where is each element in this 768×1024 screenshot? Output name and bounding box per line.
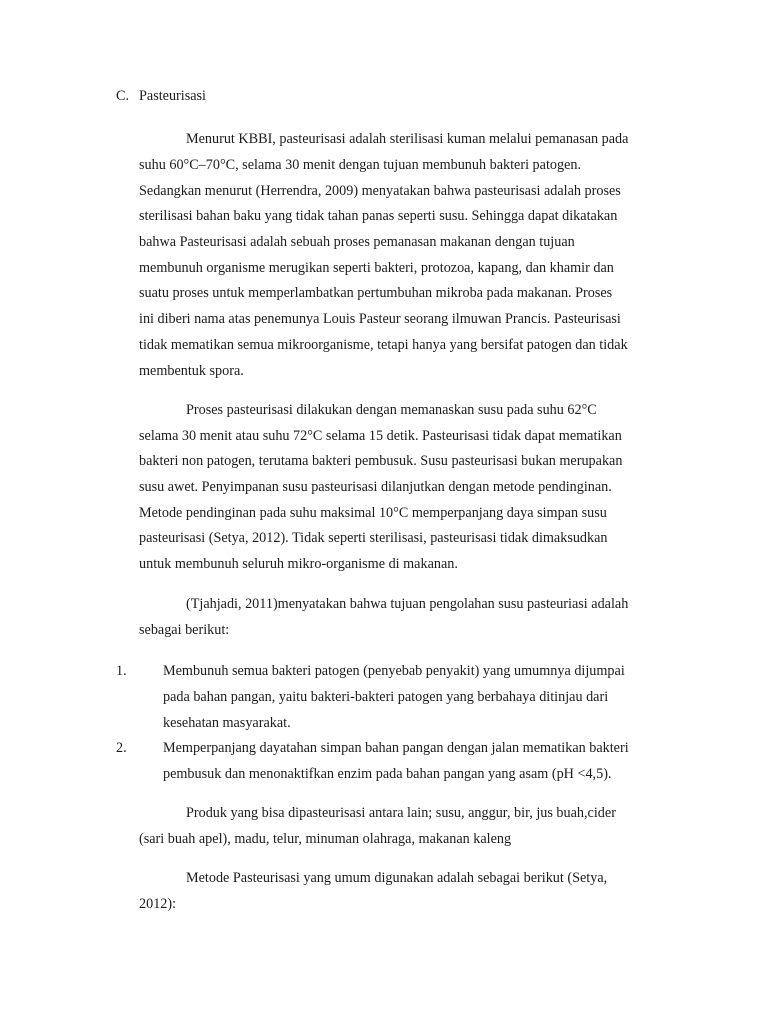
- paragraph-line: (Tjahjadi, 2011)menyatakan bahwa tujuan pengolahan susu pasteuriasi adalah: [186, 596, 629, 612]
- list-item-line: kesehatan masyarakat.: [163, 715, 291, 731]
- paragraph-line: pasteurisasi (Setya, 2012). Tidak seperti sterilisasi, pasteurisasi tidak dimaksudkan: [139, 530, 608, 546]
- paragraph-line: suhu 60°C–70°C, selama 30 menit dengan tujuan membunuh bakteri patogen.: [139, 157, 582, 173]
- paragraph-line: sterilisasi bahan baku yang tidak tahan panas seperti susu. Sehingga dapat dikatakan: [139, 208, 618, 224]
- paragraph-line: (sari buah apel), madu, telur, minuman olahraga, makanan kaleng: [139, 831, 512, 847]
- paragraph-line: suatu proses untuk memperlambatkan pertumbuhan mikroba pada makanan. Proses: [139, 285, 613, 301]
- paragraph-line: ini diberi nama atas penemunya Louis Pasteur seorang ilmuwan Prancis. Pasteurisasi: [139, 311, 621, 327]
- paragraph-line: 2012):: [139, 896, 177, 912]
- paragraph-line: selama 30 menit atau suhu 72°C selama 15 detik. Pasteurisasi tidak dapat mematikan: [139, 428, 622, 444]
- paragraph-line: bakteri non patogen, terutama bakteri pembusuk. Susu pasteurisasi bukan merupakan: [139, 453, 623, 469]
- paragraph-line: Metode Pasteurisasi yang umum digunakan adalah sebagai berikut (Setya,: [186, 870, 608, 886]
- paragraph-line: membunuh organisme merugikan seperti bakteri, protozoa, kapang, dan khamir dan: [139, 260, 614, 276]
- section-letter: C.: [116, 88, 130, 104]
- list-item-line: Memperpanjang dayatahan simpan bahan pangan dengan jalan mematikan bakteri: [163, 740, 629, 756]
- paragraph-line: membentuk spora.: [139, 363, 244, 379]
- paragraph-line: tidak mematikan semua mikroorganisme, tetapi hanya yang bersifat patogen dan tidak: [139, 337, 628, 353]
- paragraph-line: bahwa Pasteurisasi adalah sebuah proses pemanasan makanan dengan tujuan: [139, 234, 575, 250]
- paragraph-line: Metode pendinginan pada suhu maksimal 10°C memperpanjang daya simpan susu: [139, 505, 607, 521]
- paragraph-line: Produk yang bisa dipasteurisasi antara lain; susu, anggur, bir, jus buah,cider: [186, 805, 616, 821]
- section-title: Pasteurisasi: [139, 88, 206, 104]
- list-item-line: Membunuh semua bakteri patogen (penyebab penyakit) yang umumnya dijumpai: [163, 663, 625, 679]
- list-item-line: pembusuk dan menonaktifkan enzim pada bahan pangan yang asam (pH <4,5).: [163, 766, 612, 782]
- list-item-number: 2.: [116, 740, 127, 756]
- paragraph-line: Sedangkan menurut (Herrendra, 2009) menyatakan bahwa pasteurisasi adalah proses: [139, 183, 621, 199]
- paragraph-line: untuk membunuh seluruh mikro-organisme di makanan.: [139, 556, 458, 572]
- paragraph-line: susu awet. Penyimpanan susu pasteurisasi dilanjutkan dengan metode pendinginan.: [139, 479, 612, 495]
- paragraph-line: sebagai berikut:: [139, 622, 230, 638]
- list-item-line: pada bahan pangan, yaitu bakteri-bakteri patogen yang berbahaya ditinjau dari: [163, 689, 609, 705]
- paragraph-line: Proses pasteurisasi dilakukan dengan memanaskan susu pada suhu 62°C: [186, 402, 597, 418]
- paragraph-line: Menurut KBBI, pasteurisasi adalah sterilisasi kuman melalui pemanasan pada: [186, 131, 629, 147]
- list-item-number: 1.: [116, 663, 127, 679]
